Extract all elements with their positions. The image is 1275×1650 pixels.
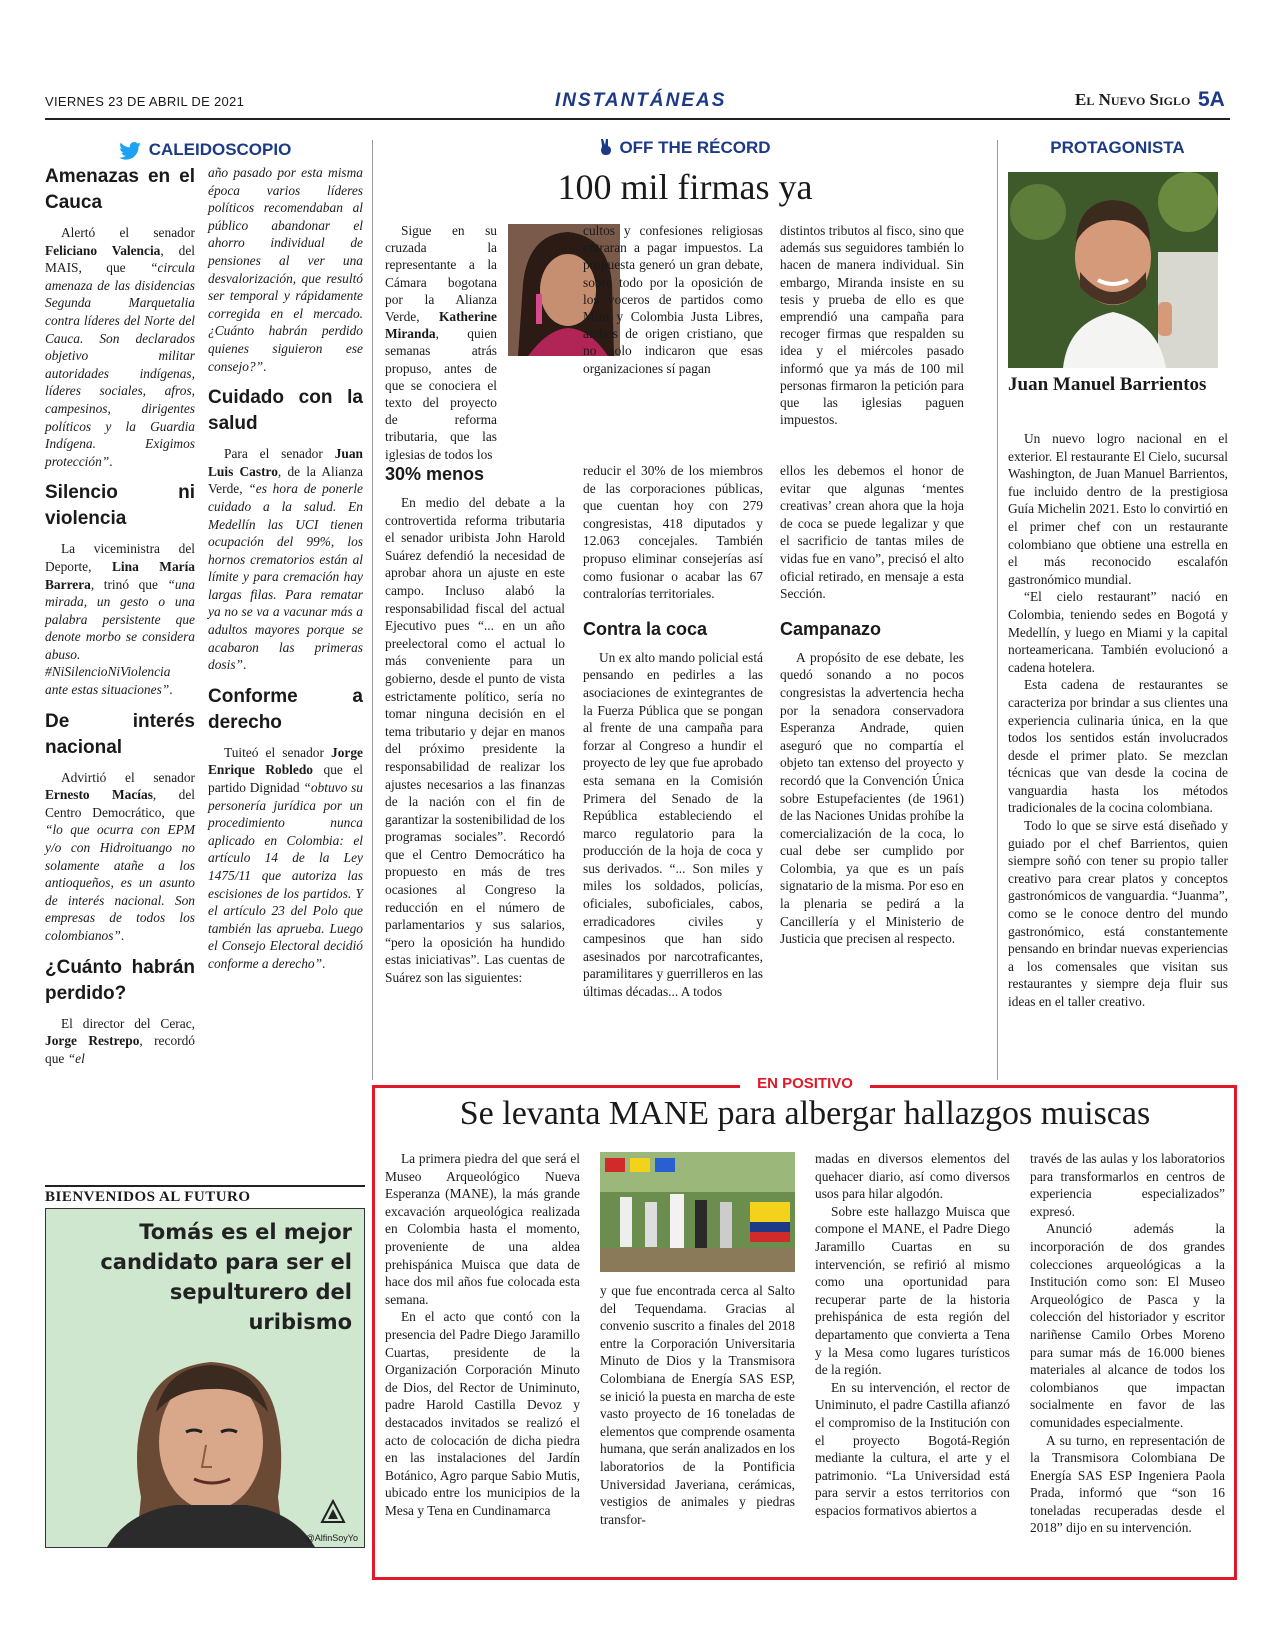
offrecord-s1-col1: 30% menos En medio del debate a la controvertida reforma tributaria el senador uribista John Harold Suárez defendió la necesidad de aprobar ahora un ajuste en este campo. Incluso alabó la responsabilidad fiscal del actual Ejecutivo pues “... en un año preelectoral como el actual lo más conveniente para un gobierno, desde el punto de vista estrictamente político, sería no tomar ninguna decisión en el tema tributario y dejar en manos del próximo presidente la responsabilidad de realizar los ajustes necesarios a las finanzas de la nación con el fin de garantizar la sostenibilidad de los programas sociales”. Recordó que el Centro Democrático ha propuesto en más de tres ocasiones al Congreso la reducción en el número de parlamentarios y sus salarios, “pero la oposición ha hundido estas iniciativas”. Las cuentas de Suárez son las siguientes:: [385, 464, 565, 986]
page-date: VIERNES 23 DE ABRIL DE 2021: [45, 94, 245, 109]
cartoon-portrait-illustration: [46, 1327, 365, 1548]
offrecord-label: OFF THE RÉCORD: [380, 138, 990, 158]
offrecord-s3-title: Campanazo: [780, 618, 882, 639]
caleidoscopio-item-body: año pasado por esta misma época varios líderes políticos recomendaban al público abandonar el ahorro individual de pensiones al ver una desvalorización, que resultó ser temporal y rápidamente corregida en el mercado. ¿Cuánto habrán perdido quienes siguieron ese consejo?”.: [208, 165, 363, 374]
caleidoscopio-item-body: Tuiteó el senador Jorge Enrique Robledo que el partido Dignidad “obtuvo su personería jurídica por un procedimiento nunca aplicado en Colombia: el artículo 14 de la Ley 1475/11 que autoriza las escisiones de los partidos. Y el artículo 23 del Polo que también las aprueba. Luego el Consejo Electoral decidió conforme a derecho”.: [208, 744, 363, 971]
offrecord-s1-title: 30% menos: [385, 464, 485, 484]
page-number: 5A: [1198, 88, 1225, 111]
en-positivo-col4: través de las aulas y los laboratorios para transformarlos en centros de experiencia especializados” expresó. Anunció además la incorporación de dos grandes colecciones arqueológicas a la Institución como son: El Museo Arqueológico de Pasca y la colección del historiador y escritor nariñense Camilo Orbes Moreno para sumar más de 16.000 bienes materiales al alcance de todos los colombianos que impactan socialmente en favor de las comunidades especialmente. A su turno, en representación de la Transmisora Colombiana De Energía SAS ESP Ingeniera Paola Prada, informó que “son 16 toneladas recuperadas desde el 2018” dijo en su intervención.: [1030, 1151, 1225, 1536]
caleidoscopio-item-title: Cuidado con la salud: [208, 387, 363, 435]
section-title: INSTANTÁNEAS: [555, 90, 727, 111]
caleidoscopio-item-body: Para el senador Juan Luis Castro, de la Alianza Verde, “es hora de ponerle cuidado a la salud. En Medellín las UCI tienen ocupación del 99%, los hornos crematorios están al límite y para cremación hay largas filas. Para rematar ya no se va a vacunar más a adultos mayores porque se acabaron las primeras dosis”.: [208, 446, 363, 673]
protagonista-label: PROTAGONISTA: [1050, 138, 1185, 157]
offrecord-lead-col3: distintos tributos al fisco, sino que además sus seguidores también lo hacen de manera individual. Sin embargo, Miranda insiste en su tesis y prueba de ello es que emprendió una campaña para recoger firmas que respalden su idea y el miércoles pasado informó que ya más de 100 mil personas firmaron la petición para que las iglesias paguen impuestos.: [780, 223, 964, 428]
protagonista-name: Juan Manuel Barrientos: [1008, 374, 1207, 395]
caleidoscopio-item-body: El director del Cerac, Jorge Restrepo, recordó que “el: [45, 1015, 195, 1066]
column-divider: [997, 140, 998, 1080]
offrecord-headline: 100 mil firmas ya: [557, 167, 813, 207]
column-divider: [372, 140, 373, 1080]
caleidoscopio-item-title: Conforme a derecho: [208, 685, 363, 733]
offrecord-s2-s3-col3: ellos les debemos el honor de evitar que algunas ‘mentes creativas’ crean ahora que la hoja de coca se puede legalizar y que el sacrificio de tantas miles de vidas fue en vano”, precisó el alto oficial retirado, en mensaje a esta Sección. Campanazo A propósito de ese debate, les quedó sonando a no pocos congresistas la advertencia hecha por la senadora conservadora Esperanza Andrade, quien aseguró que no compartía el objeto tan extenso del proyecto y recordó que la Convención Única sobre Estupefacientes (de 1961) de las Naciones Unidas prohíbe la comercialización de la coca, lo cual debe ser cumplido por Colombia, ya que es un país signatario de la misma. Por eso en la plenaria se pedirá a la Cancillería y el Ministerio de Justicia que precisen al respecto.: [780, 463, 964, 947]
en-positivo-label: EN POSITIVO: [740, 1075, 870, 1092]
offrecord-s1-s2-col2: reducir el 30% de los miembros de las corporaciones públicas, que cuentan hoy con 279 congresistas, 418 diputados y 12.063 concejales. También propuso eliminar consejerías así como fusionar o acabar las 67 contralorías territoriales. Contra la coca Un ex alto mando policial está pensando en pedirles a las asociaciones de exintegrantes de la Fuerza Pública que se pongan al frente de una campaña para forzar al Congreso a hundir el proyecto de ley que fue aprobado esta semana en la Comisión Primera del Senado de la República estableciendo el marco regulatorio para la producción de la hoja de coca y sus derivados. “... Son miles y miles los soldados, policías, oficiales, suboficiales, cabos, erradicadores civiles y campesinos que han sido asesinados por narcotraficantes, paramilitares y guerrilleros en las últimas décadas... A todos: [583, 463, 763, 1000]
bienvenidos-label: BIENVENIDOS AL FUTURO: [45, 1185, 365, 1206]
caleidoscopio-item-body: La viceministra del Deporte, Lina María Barrera, trinó que “una mirada, un gesto o una palabra persistente que denote morbo se considera abuso. #NiSilencioNiViolencia ante estas situaciones”.: [45, 541, 195, 698]
caleidoscopio-column-1: [45, 164, 195, 1067]
protagonista-body: Un nuevo logro nacional en el exterior. El restaurante El Cielo, sucursal Washington, de Juan Manuel Barrientos, fue incluido dentro de la prestigiosa Guía Michelin 2021. Esto lo convirtió en el primer chef con un restaurante colombiano que obtiene una estrella en el más reconocido escalafón gastronómico mundial. “El cielo restaurant” nació en Colombia, teniendo sedes en Bogotá y Medellín, y luego en Miami y la capital norteamericana. También evolucionó a cadena hotelera. Esta cadena de restaurantes se caracteriza por brindar a sus clientes una experiencia culinaria única, en la que todos los sentidos están involucrados desde el primer plato. Se mezclan técnicas que van desde la cocina de vanguardia hasta los métodos tradicionales de la cocina colombiana. Todo lo que se sirve está diseñado y guiado por el chef Barrientos, quien siempre soñó con tener su propio taller creativo para crear platos y conceptos gastronómicos de vanguardia. “Juanma”, como se le conoce dentro del mundo gastronómico, está constantemente pensando en brindar nuevas experiencias a los comensales que visitan sus restaurantes y siempre deja fluir sus ideas en el taller creativo.: [1008, 431, 1228, 1009]
en-positivo-col2: y que fue encontrada cerca al Salto del Tequendama. Gracias al convenio suscrito a finales del 2018 entre la Corporación Universitaria Minuto de Dios y la Transmisora Colombiana de Energía SAS ESP, se inició la puesta en marcha de este vasto proyecto de 16 toneladas de elementos que comprende osamenta humana, que serán analizados en los laboratorios de la Pontificia Universidad Javeriana, cerámicas, vestigios de animales y piedras transfor-: [600, 1283, 795, 1527]
caleidoscopio-item-title: ¿Cuánto habrán perdido?: [45, 956, 195, 1004]
cartoon: [45, 1208, 365, 1548]
peace-hand-icon: [599, 138, 613, 156]
offrecord-lead-col1: Sigue en su cruzada la representante a la Cámara bogotana por la Alianza Verde, Katherine Miranda, quien semanas atrás propuso, antes de que se conociera el texto del proyecto de reforma tributaria, que las iglesias de todos los: [385, 223, 497, 462]
caleidoscopio-item-body: Alertó el senador Feliciano Valencia, del MAIS, que “circula amenaza de las disidencias Segunda Marquetalia contra líderes del Norte del Cauca. Son declarados objetivo militar autoridades indígenas, líderes sociales, afros, campesinos, dirigentes políticos y la Guardia Indígena. Exigimos protección”.: [45, 225, 195, 469]
twitter-bird-icon: [119, 142, 141, 160]
cartoonist-signature: @AlfinSoyYo: [305, 1533, 358, 1543]
cartoonist-logo-icon: [320, 1499, 346, 1525]
caleidoscopio-item-title: Amenazas en el Cauca: [45, 166, 195, 213]
mane-ceremony-photo: [600, 1152, 795, 1272]
juan-manuel-barrientos-photo: [1008, 172, 1218, 368]
newspaper-name: El Nuevo Siglo: [1075, 90, 1191, 109]
en-positivo-col3: madas en diversos elementos del quehacer diario, así como diversos usos para hilar algodón. Sobre este hallazgo Muisca que compone el MANE, el Padre Diego Jaramillo Cuartas en su intervención, se refirió al mismo como una oportunidad para recuperar parte de la historia prehispánica de esta región del departamento que convierta a Tena y la Mesa como lugares turísticos de la región. En su intervención, el rector de Uniminuto, el padre Castilla afianzó el compromiso de la Institución con el proyecto Bogotá-Región mediante la cultura, el arte y el patrimonio. “La Universidad está para servir a estos territorios con espacios formativos abiertos a: [815, 1151, 1010, 1518]
offrecord-s2-title: Contra la coca: [583, 618, 708, 639]
caleidoscopio-item-title: Silencio ni violencia: [45, 482, 195, 530]
caleidoscopio-item-body: Advirtió el senador Ernesto Macías, del Centro Democrático, que “lo que ocurra con EPM y/o con Hidroituango no solamente atañe a los antioqueños, es un asunto de interés nacional. Son empresas de todos los colombianos”.: [45, 769, 195, 943]
offrecord-lead-col2: cultos y confesiones religiosas entraran a pagar impuestos. La propuesta generó un gran debate, sobre todo por la oposición de los voceros de partidos como Mira y Colombia Justa Libres, ambos de origen cristiano, que no solo indicaron que esas organizaciones sí pagan: [583, 223, 763, 376]
en-positivo-headline: Se levanta MANE para albergar hallazgos muiscas: [459, 1095, 1151, 1132]
en-positivo-col1: La primera piedra del que será el Museo Arqueológico Nueva Esperanza (MANE), la más grande excavación arqueológica realizada en Colombia hasta el momento, proveniente de una aldea prehispánica Muisca que data de hace dos mil años fue colocada esta semana. En el acto que contó con la presencia del Padre Diego Jaramillo Cuartas, presidente de la Organización Corporación Minuto de Dios, del Rector de Uniminuto, padre Harold Castilla Devoz y destacados invitados se realizó el acto de colocación de dicha piedra en las instalaciones del Jardín Botánico, Agro parque Sabio Mutis, ubicado entre los municipios de la Mesa y Tena en Cundinamarca: [385, 1151, 580, 1518]
cartoon-caption: Tomás es el mejor candidato para ser el sepulturero del uribismo: [100, 1220, 352, 1334]
caleidoscopio-label: CALEIDOSCOPIO: [45, 140, 365, 160]
header-rule: [45, 118, 1230, 120]
caleidoscopio-column-2: [208, 164, 363, 973]
caleidoscopio-item-title: De interés nacional: [45, 710, 195, 758]
